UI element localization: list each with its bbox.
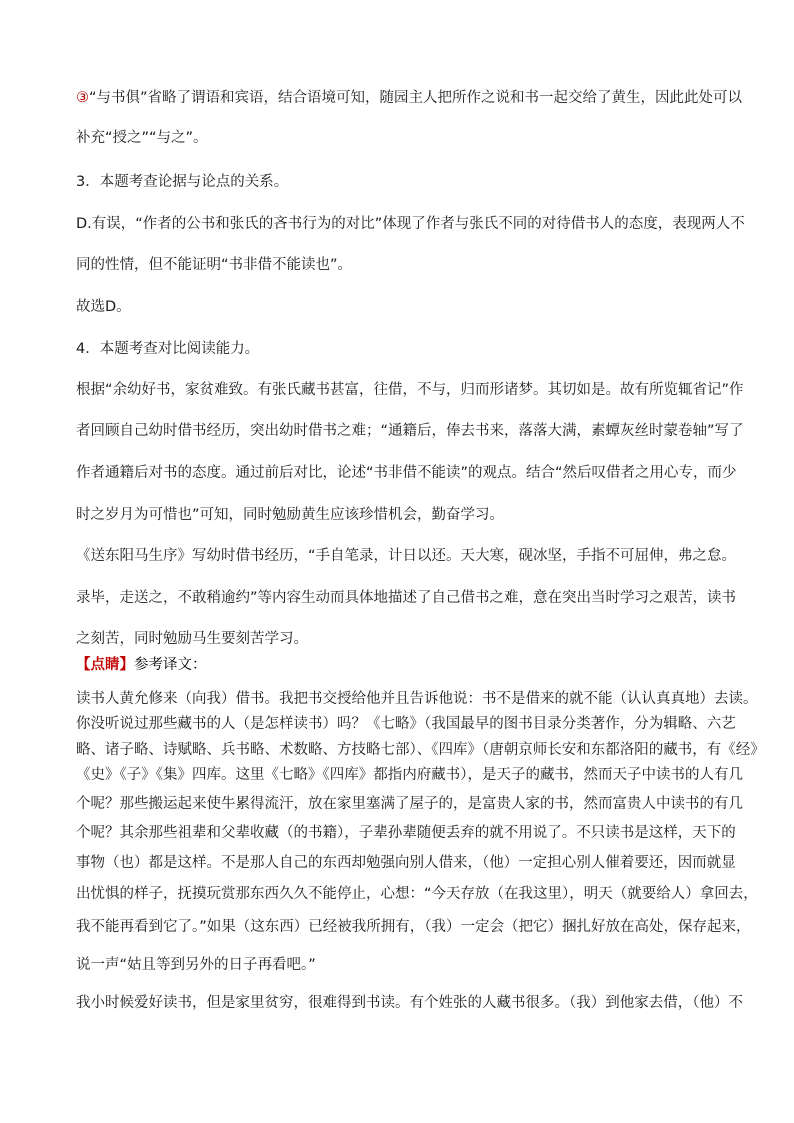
text-line: 说一声“姑且等到另外的日子再看吧。” [76, 957, 316, 973]
text-line: 我小时候爱好读书，但是家里贫穷，很难得到书读。有个姓张的人藏书很多。（我）到他家去借，（他）不 [76, 995, 743, 1011]
text-line: 个呢？其余那些祖辈和父辈收藏（的书籍），子辈孙辈随便丢弃的就不用说了。不只读书是这样，天下的 [76, 825, 736, 841]
text-line: 补充“授之”“与之”。 [76, 130, 208, 146]
text-line: 之刻苦，同时勉励马生要刻苦学习。 [76, 631, 308, 647]
text-line: 者回顾自己幼时借书经历，突出幼时借书之难；“通籍后，俸去书来，落落大满，素蟫灰丝时蒙卷轴”写了 [76, 423, 744, 439]
text-line: D.有误，“作者的公书和张氏的吝书行为的对比”体现了作者与张氏不同的对待借书人的态度，表现两人不 [76, 216, 745, 232]
text-line: 出忧惧的样子，抚摸玩赏那东西久久不能停止，心想：“今天存放（在我这里），明天（就要给人）拿回去， [76, 886, 758, 902]
text-line: 事物（也）都是这样。不是那人自己的东西却勉强向别人借来，（他）一定担心别人催着要还，因而就显 [76, 855, 736, 871]
text-line: 4．本题考查对比阅读能力。 [76, 341, 260, 357]
text-line: 根据“余幼好书，家贫难致。有张氏藏书甚富，往借，不与，归而形诸梦。其切如是。故有所览辄省记”作 [76, 382, 744, 398]
text-line: 我不能再看到它了。”如果（这东西）已经被我所拥有，（我）一定会（把它）捆扎好放在高处，保存起来， [76, 919, 751, 935]
text-line: 《史》《子》《集》四库。这里《七略》《四库》都指内府藏书），是天子的藏书，然而天子中读书的人有几 [76, 767, 743, 783]
text-line: 时之岁月为可惜也”可知，同时勉励黄生应该珍惜机会，勤奋学习。 [76, 507, 505, 523]
text-line: 同的性情，但不能证明“书非借不能读也”。 [76, 257, 353, 273]
text-line: 作者通籍后对书的态度。通过前后对比，论述“书非借不能读”的观点。结合“然后叹借者之用心专，而少 [76, 465, 737, 481]
text-line: 3．本题考查论据与论点的关系。 [76, 174, 289, 190]
text-line: ③“与书俱”省略了谓语和宾语，结合语境可知，随园主人把所作之说和书一起交给了黄生，因此此处可以 [76, 90, 743, 106]
text-line: 读书人黄允修来（向我）借书。我把书交授给他并且告诉他说：书不是借来的就不能（认认真真地）去读。 [76, 691, 758, 707]
text-line: 《送东阳马生序》写幼时借书经历，“手自笔录，计日以还。天大寒，砚冰坚，手指不可屈伸，弗之怠。 [76, 548, 737, 564]
circled-number-3: ③ [76, 90, 89, 106]
text-line: 你没听说过那些藏书的人（是怎样读书）吗？《七略》（我国最早的图书目录分类著作，分为辑略、六艺 [76, 716, 736, 732]
dianjing-heading [76, 655, 726, 675]
text-line: 略、诸子略、诗赋略、兵书略、术数略、方技略七部）、《四库》（唐朝京师长安和东都洛阳的藏书，有《经》 [76, 742, 765, 758]
text-line: 录毕，走送之，不敢稍逾约”等内容生动而具体地描述了自己借书之难，意在突出当时学习之艰苦，读书 [76, 590, 737, 606]
text-line: 个呢？那些搬运起来使牛累得流汗，放在家里塞满了屋子的，是富贵人家的书，然而富贵人中读书的有几 [76, 796, 743, 812]
dianjing-rest: 参考译文： [134, 657, 207, 673]
text-line: 故选D。 [76, 299, 131, 315]
dianjing-bracket: 【点睛】 [76, 657, 134, 673]
